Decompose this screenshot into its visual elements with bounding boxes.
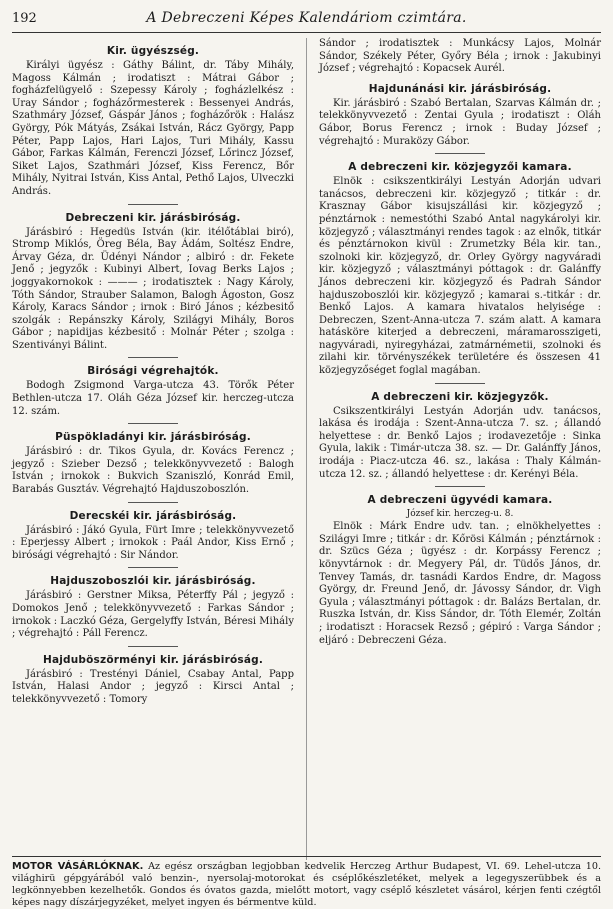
section-separator: [128, 567, 178, 568]
section-title: Debreczeni kir. járásbiróság.: [65, 211, 241, 224]
section-separator: [128, 204, 178, 205]
section-title: Kir. ügyészség.: [106, 45, 200, 57]
section-separator: [128, 357, 178, 358]
page-header: [12, 10, 601, 33]
advertisement-text: Az egész országban legjobban kedvelik Herczeg Arthur Budapest, VI. 69. Lehel-utcza 10. világhirü gépgyárából való benzin-, nyersolaj-motorokat és cséplőkészletéket, melyek a legegyszerübbek és a legkönnyebben kezelhetők. Gondos és óvatos gazda, mielőtt motort, vagy cséplő készletet vásárol, kérjen fenti czégtől képes nagy díszárjegyzéket, melyet ingyen és bérmentve küld.: [12, 861, 601, 908]
section-text: Kir. járásbiró : Szabó Bertalan, Szarvas Kálmán dr. ; telekkönyvvezető : Zentai Gyula ; irodatiszt : Oláh Gábor, Borus Ferencz ; irnok : Buday József ; végrehajtó : Muraközy Gábor.: [319, 97, 601, 147]
section-title: Hajduböszörményi kir. járásbiróság.: [42, 653, 264, 666]
section-separator: [128, 423, 178, 424]
section-subtitle: József kir. herczeg-u. 8.: [406, 509, 514, 520]
section-text: Elnök : Márk Endre udv. tan. ; elnökhelyettes : Szilágyi Imre ; titkár : dr. Kőrösi Kálmán ; pénztárnok : dr. Szücs Géza ; ügyész : dr. Korpássy Ferencz ; könyvtárnok : dr. Megyery Pál, dr. Tüdős János, dr. Tenvey Tamás, dr. tasnádi Kardos Endre, dr. Magoss György, dr. Freund Jenő, dr. Jávossy Sándor, dr. Vigh Gyula ; választmányi póttagok : dr. Balázs Bertalan, dr. Ruszka István, dr. Kiss Sándor, dr. Tóth Elemér, Zoltán ; irodatiszt : Horacsek Rezső ; gépiró : Varga Sándor ; eljáró : Debreczeni Géza.: [319, 521, 601, 646]
right-column: [319, 38, 601, 860]
section-title: Hajduszoboszlói kir. járásbiróság.: [50, 575, 256, 588]
section-separator: [435, 486, 485, 487]
column-divider: [306, 38, 307, 860]
section-separator: [128, 646, 178, 647]
section-text: Csikszentkirályi Lestyán Adorján udv. tanácsos, lakása és irodája : Szent-Anna-utcza 7. sz. ; állandó helyettese : dr. Benkő Lajos ; irodavezetője : Sinka Gyula, lakik : Timár-utcza 38. sz. — Dr. Galánffy János, irodája : Piacz-utcza 46. sz., lakása : Thaly Kálmán-utcza 12. sz. ; állandó helyettese : dr. Kerényi Béla.: [319, 405, 601, 480]
section-text: Járásbiró : Trestényi Dániel, Csabay Antal, Papp István, Halasi Andor ; jegyző : Kirsci Antal ; telekkönyvvezető : Tomory: [12, 668, 294, 705]
section-title: Hajdunánási kir. járásbiróság.: [368, 82, 552, 95]
section-title: Derecskéi kir. járásbiróság.: [69, 509, 237, 522]
section-title: A debreczeni ügyvédi kamara.: [367, 494, 553, 507]
section-text: Elnök : csikszentkirályi Lestyán Adorján udvari tanácsos, debreczeni kir. közjegyző ; titkár : dr. Krasznay Gábor kisujszállási kir. közjegyző ; pénztárnok : nemestóthi Szabó Antal nagykárolyi kir. közjegyző ; választmányi rendes tagok : az elnők, titkár és pénztárnokon kivül : Zrumetzky Béla kir. tan., szolnoki kir. közjegyző, dr. Orley György nagyváradi kir. közjegyző ; választmányi póttagok : dr. Galánffy János debreczeni kir. közjegyző és Padrah Sándor hajduszoboszlói kir. közjegyző ; kamarai s.-titkár : dr. Benkő Lajos. A kamara hivatalos helyisége : Debreczen, Szent-Anna-utcza 7. szám alatt. A kamara hatásköre kiterjed a debreczeni, máramarosszigeti, nagyváradi, nyiregyházai, zatmárnémetii, szolnoki és zilahi kir. törvényszékek területére és összesen 41 közjegyzőséget foglal magában.: [319, 176, 601, 377]
section-text: Járásbiró : Hegedüs István (kir. itélőtáblai biró), Stromp Miklós, Öreg Béla, Bay Ádám, Soltész Endre, Árvay Géza, dr. Üdényi Nándor ; albiró : dr. Fekete Jenő ; jegyzők : Kubinyi Albert, Iovag Berks Lajos ; joggyakornokok : ——— ; irodatisztek : Nagy Károly, Tóth Sándor, Strauber Salamon, Balogh Ágoston, Gosz Károly, Karacs Sándor ; irnok : Biró János ; kézbesitő szolgák : Repánszky Károly, Szilágyi Mihály, Boros Gábor ; napidijas kézbesitő : Molnár Péter ; szolga : Szentiványi Bálint.: [12, 226, 294, 351]
running-title: A Debreczeni Képes Kalendáriom czimtára.: [146, 10, 467, 26]
page-number: 192: [12, 11, 37, 26]
section-text: Királyi ügyész : Gáthy Bálint, dr. Táby Mihály, Magoss Kálmán ; irodatiszt : Mátrai Gábor ; fogházfelügyelő : Szepessy Károly ; fogházlelkész : Uray Sándor ; fogházőrmesterek : Bessenyei András, Szathmáry József, Gáspár János ; fogházőrök : Halász György, Pók Mátyás, Zsákai István, Rácz György, Papp Péter, Papp Lajos, Hari Lajos, Turi Mihály, Kassu Gábor, Farkas Kálmán, Ferenczi József, Lőrincz József, Siket Lajos, Szathmári József, Kiss Ferencz, Bőr Mihály, Nyitrai István, Kiss Antal, Pethő Lajos, Ulveczki András.: [12, 60, 294, 197]
section-separator: [128, 502, 178, 503]
section-text: Járásbiró : Gerstner Miksa, Péterffy Pál ; jegyző : Domokos Jenő ; telekkönyvvezető : Farkas Sándor ; irnokok : Laczkó Géza, Gergelyffy István, Béresi Mihály ; végrehajtó : Páll Ferencz.: [12, 590, 294, 640]
section-title: A debreczeni kir. közjegyzők.: [371, 390, 549, 403]
columns: [12, 38, 601, 860]
section-text: Járásbiró : Jákó Gyula, Fürt Imre ; telekkönyvvezető : Eperjessy Albert ; irnokok : Paál Andor, Kiss Ernő ; birósági végrehajtó : Sir Nándor.: [12, 524, 294, 561]
advertisement: [12, 856, 601, 909]
left-column: [12, 38, 294, 860]
section-title: Birósági végrehajtók.: [87, 365, 219, 378]
section-title: Püspökladányi kir. járásbiróság.: [55, 431, 251, 444]
section-separator: [435, 383, 485, 384]
section-text: Sándor ; irodatisztek : Munkácsy Lajos, Molnár Sándor, Székely Péter, Győry Béla ; irnok : Jakubinyi József ; végrehajtó : Kopacsek Aurél.: [319, 38, 601, 75]
section-title: A debreczeni kir. közjegyzői kamara.: [348, 161, 572, 174]
section-text: Bodogh Zsigmond Varga-utcza 43. Törők Péter Bethlen-utcza 17. Oláh Géza József kir. herczeg-utcza 12. szám.: [12, 380, 294, 417]
section-separator: [435, 153, 485, 154]
section-text: Járásbiró : dr. Tikos Gyula, dr. Kovács Ferencz ; jegyző : Szieber Dezső ; telekkönyvvezető : Balogh István ; irnokok : Bukvich Szaniszló, Konrád Emil, Barabás Gusztáv. Végrehajtó Hajduszoboszlón.: [12, 446, 294, 496]
advertisement-lead: MOTOR VÁSÁRLÓKNAK.: [12, 861, 144, 872]
